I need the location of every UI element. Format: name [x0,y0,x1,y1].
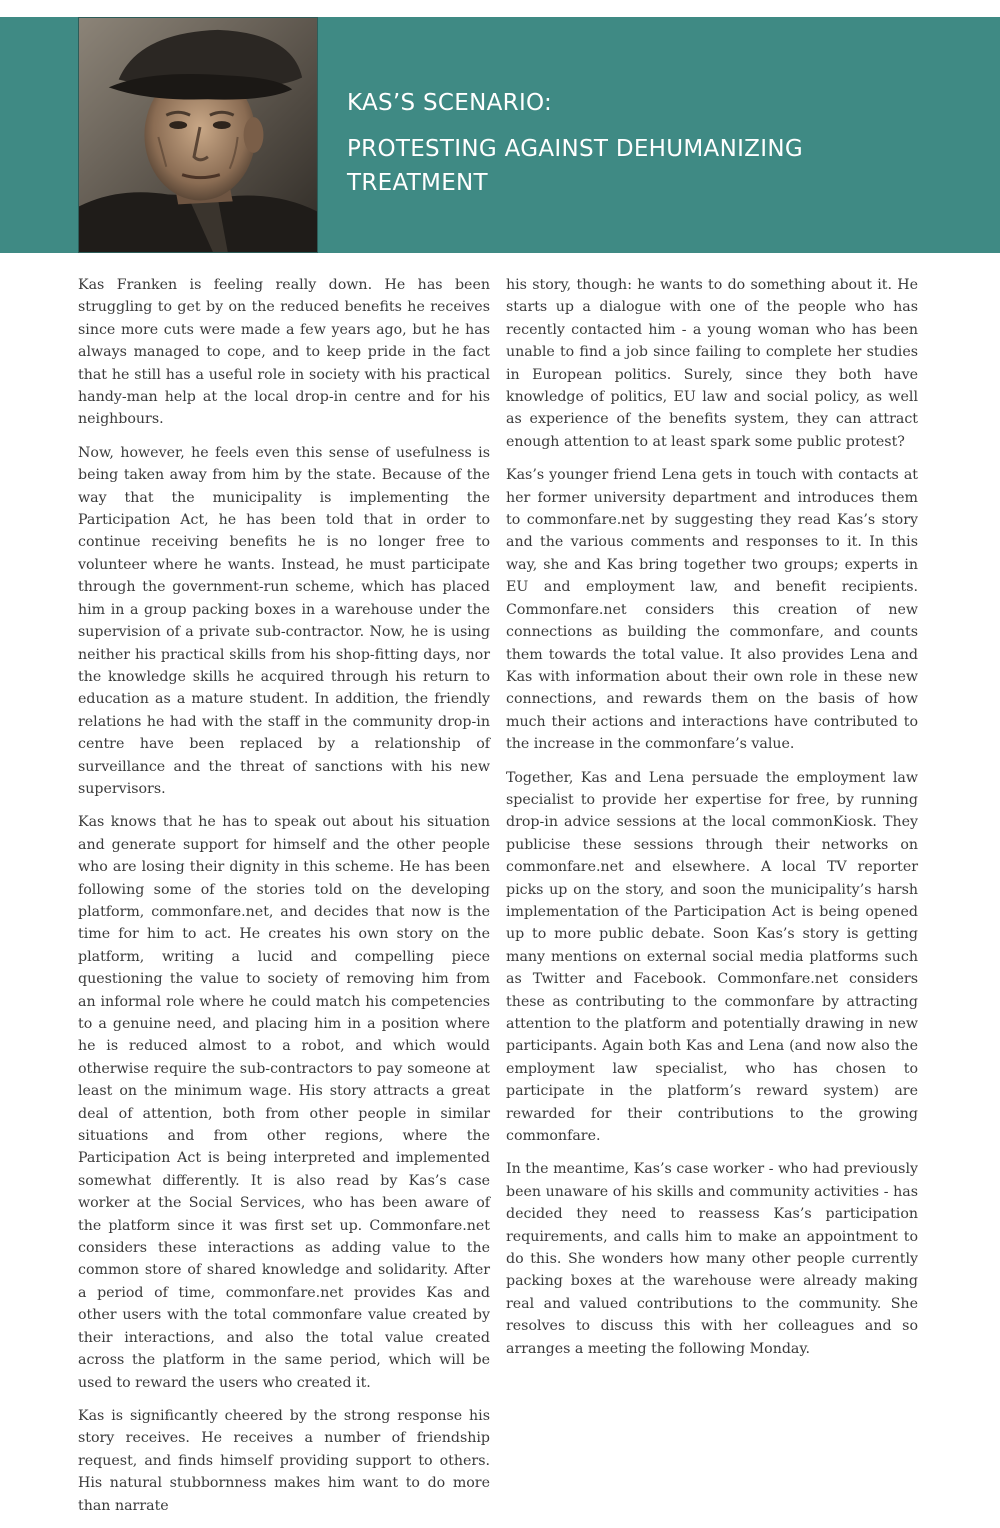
page-title [347,86,947,200]
portrait-photo-icon [79,18,317,252]
paragraph: Kas Franken is feeling really down. He has been struggling to get by on the reduced benefits he receives since more cuts were made a few years ago, but he has always managed to cope, and to keep pride in the fact that he still has a useful role in society with his practical handy-man help at the local drop-in centre and for his neighbours. [78,277,490,428]
paragraph: Kas knows that he has to speak out about his situation and generate support for himself and the other people who are losing their dignity in this scheme. He has been following some of the stories told on the developing platform, commonfare.net, and decides that now is the time for him to act. He creates his own story on the platform, writing a lucid and compelling piece questioning the value to society of removing him from an informal role where he could match his competencies to a genuine need, and placing him in a position where he is reduced almost to a robot, and which would otherwise require the sub-contractors to pay someone at least on the minimum wage. His story attracts a great deal of attention, both from other people in similar situations and from other regions, where the Participation Act is being interpreted and implemented somewhat differently. It is also read by Kas’s case worker at the Social Services, who has been aware of the platform since it was first set up. Commonfare.net considers these interactions as adding value to the common store of shared knowledge and solidarity. After a period of time, commonfare.net provides Kas and other users with the total commonfare value created by their interactions, and also the total value created across the platform in the same period, which will be used to reward the users who created it. [78,814,490,1391]
paragraph: his story, though: he wants to do something about it. He starts up a dialogue with one of the people who has recently contacted him - a young woman who has been unable to find a job since failing to complete her studies in European politics. Surely, since they both have knowledge of politics, EU law and social policy, as well as experience of the benefits system, they can attract enough attention to at least spark some public protest? [506,277,918,450]
paragraph: In the meantime, Kas’s case worker - who had previously been unaware of his skills and community activities - has decided they need to reassess Kas’s participation requirements, and calls him to make an appointment to do this. She wonders how many other people currently packing boxes at the warehouse were already making real and valued contributions to the community. She resolves to discuss this with her colleagues and so arranges a meeting the following Monday. [506,1161,918,1357]
body-column-left [78,274,490,1528]
portrait-photo [78,17,318,253]
paragraph: Now, however, he feels even this sense of usefulness is being taken away from him by the state. Because of the way that the municipality is implementing the Participation Act, he has been told that in order to continue receiving benefits he is no longer free to volunteer where he wants. Instead, he must participate through the government-run scheme, which has placed him in a group packing boxes in a warehouse under the supervision of a private sub-contractor. Now, he is using neither his practical skills from his shop-fitting days, nor the knowledge skills he acquired through his return to education as a mature student. In addition, the friendly relations he had with the staff in the community drop-in centre have been replaced by a relationship of surveillance and the threat of sanctions with his new supervisors. [78,444,490,797]
paragraph: Together, Kas and Lena persuade the employment law specialist to provide her expertise for free, by running drop-in advice sessions at the local commonKiosk. They publicise these sessions through their networks on commonfare.net and elsewhere. A local TV reporter picks up on the story, and soon the municipality’s harsh implementation of the Participation Act is being opened up to more public debate. Soon Kas’s story is getting many mentions on external social media platforms such as Twitter and Facebook. Commonfare.net considers these as contributing to the commonfare by attracting attention to the platform and potentially drawing in new participants. Again both Kas and Lena (and now also the employment law specialist, who has chosen to participate in the platform’s reward system) are rewarded for their contributions to the growing commonfare. [506,769,918,1145]
title-scenario-label: KAS’S SCENARIO: [347,90,553,116]
paragraph: Kas is significantly cheered by the strong response his story receives. He receives a number of friendship request, and finds himself providing support to others. His natural stubbornness makes him want to do more than narrate [78,1407,490,1514]
body-column-right [506,274,918,1371]
title-scenario-heading: PROTESTING AGAINST DEHUMANIZING TREATMENT [347,136,803,196]
paragraph: Kas’s younger friend Lena gets in touch with contacts at her former university department and introduces them to commonfare.net by suggesting they read Kas’s story and the various comments and responses to it. In this way, she and Kas bring together two groups; experts in EU and employment law, and benefit recipients. Commonfare.net considers this creation of new connections as building the commonfare, and counts them towards the total value. It also provides Lena and Kas with information about their own role in these new connections, and rewards them on the basis of how much their actions and interactions have contributed to the increase in the commonfare’s value. [506,467,918,753]
